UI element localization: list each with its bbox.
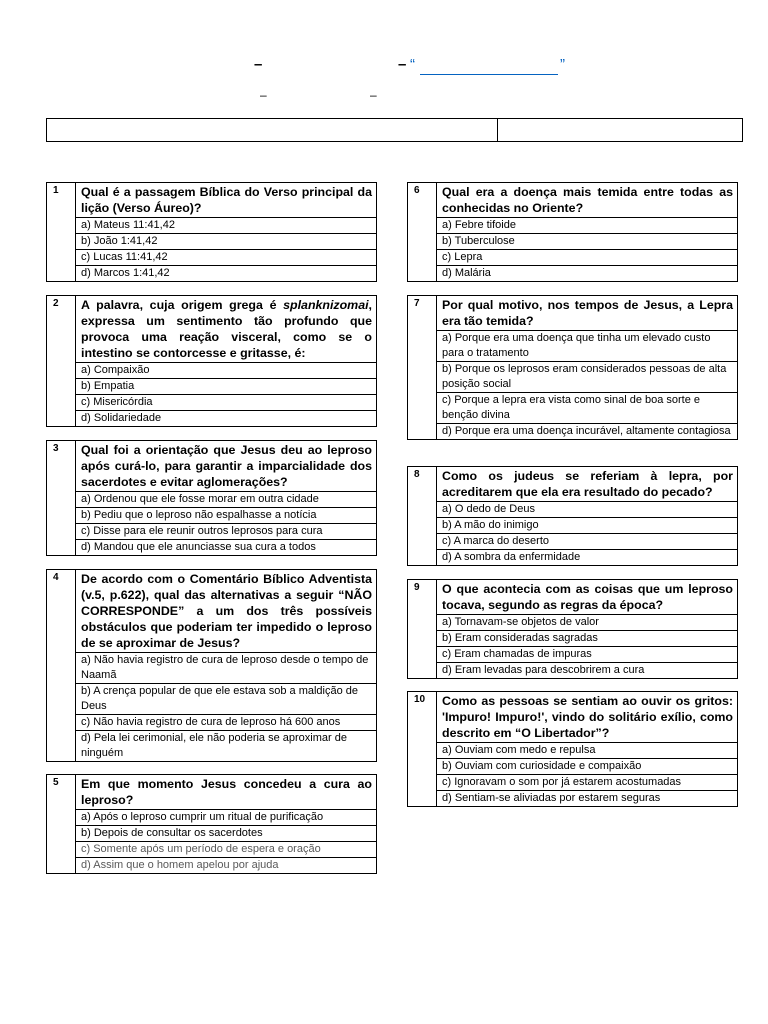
question-block-6 (407, 182, 738, 282)
title-dash: – (254, 56, 263, 73)
option-a[interactable]: a) Ouviam com medo e repulsa (437, 743, 738, 759)
question-block-9 (407, 579, 738, 679)
question-number: 9 (408, 580, 437, 679)
question-text: Em que momento Jesus concedeu a cura ao leproso? (76, 775, 377, 810)
question-number: 7 (408, 296, 437, 440)
option-a[interactable]: a) Mateus 11:41,42 (76, 218, 377, 234)
greek-term: splanknizomai (283, 298, 369, 312)
hyperlink-underline[interactable] (420, 74, 558, 75)
option-a[interactable]: a) Tornavam-se objetos de valor (437, 615, 738, 631)
name-date-box (46, 118, 743, 142)
title-dash: – (398, 56, 407, 73)
question-number: 8 (408, 467, 437, 566)
question-number: 3 (47, 441, 76, 556)
option-c[interactable]: c) Lucas 11:41,42 (76, 250, 377, 266)
option-c[interactable]: c) Ignoravam o som por já estarem acostumadas (437, 775, 738, 791)
question-number: 6 (408, 183, 437, 282)
option-b[interactable]: b) Pediu que o leproso não espalhasse a notícia (76, 508, 377, 524)
open-quote: “ (410, 56, 415, 73)
question-text: De acordo com o Comentário Bíblico Adventista (v.5, p.622), qual das alternativas a seguir “NÃO CORRESPONDE” a um dos três possíveis obstáculos que poderiam ter impedido o leproso de se aproximar de Jesus? (76, 570, 377, 653)
question-block-7 (407, 295, 738, 440)
question-number: 4 (47, 570, 76, 762)
question-text: Qual é a passagem Bíblica do Verso principal da lição (Verso Áureo)? (76, 183, 377, 218)
option-b[interactable]: b) Eram consideradas sagradas (437, 631, 738, 647)
option-c[interactable]: c) Lepra (437, 250, 738, 266)
question-number: 2 (47, 296, 76, 427)
option-c[interactable]: c) A marca do deserto (437, 534, 738, 550)
option-b[interactable]: b) Ouviam com curiosidade e compaixão (437, 759, 738, 775)
option-d[interactable]: d) Porque era uma doença incurável, altamente contagiosa (437, 424, 738, 440)
question-block-3 (46, 440, 377, 556)
question-block-5 (46, 774, 377, 874)
option-d[interactable]: d) Eram levadas para descobrirem a cura (437, 663, 738, 679)
question-text: Qual era a doença mais temida entre todas as conhecidas no Oriente? (437, 183, 738, 218)
question-text: Por qual motivo, nos tempos de Jesus, a Lepra era tão temida? (437, 296, 738, 331)
option-b[interactable]: b) Porque os leprosos eram considerados pessoas de alta posição social (437, 362, 738, 393)
option-d[interactable]: d) Assim que o homem apelou por ajuda (76, 858, 377, 874)
question-number: 5 (47, 775, 76, 874)
option-c[interactable]: c) Disse para ele reunir outros leprosos para cura (76, 524, 377, 540)
option-b[interactable]: b) Depois de consultar os sacerdotes (76, 826, 377, 842)
question-text: Como as pessoas se sentiam ao ouvir os gritos: 'Impuro! Impuro!', vindo do solitário exílio, como descrito em “O Libertador”? (437, 692, 738, 743)
question-text-post: , expressa um sentimento tão profundo que provoca uma reação visceral, como se o intestino se contorcesse e gritasse, é: (81, 298, 372, 360)
option-b[interactable]: b) João 1:41,42 (76, 234, 377, 250)
option-b[interactable]: b) A crença popular de que ele estava sob a maldição de Deus (76, 684, 377, 715)
option-a[interactable]: a) Compaixão (76, 363, 377, 379)
option-c[interactable]: c) Não havia registro de cura de leproso há 600 anos (76, 715, 377, 731)
question-text: Qual foi a orientação que Jesus deu ao leproso após curá-lo, para garantir a imparcialidade dos sacerdotes e evitar aglomerações? (76, 441, 377, 492)
option-a[interactable]: a) Ordenou que ele fosse morar em outra cidade (76, 492, 377, 508)
subtitle-dash: – (370, 88, 377, 102)
question-text: Como os judeus se referiam à lepra, por acreditarem que ela era resultado do pecado? (437, 467, 738, 502)
option-d[interactable]: d) Marcos 1:41,42 (76, 266, 377, 282)
option-d[interactable]: d) Sentiam-se aliviadas por estarem seguras (437, 791, 738, 807)
option-d[interactable]: d) Solidariedade (76, 411, 377, 427)
option-b[interactable]: b) Tuberculose (437, 234, 738, 250)
subtitle-dash: – (260, 88, 267, 102)
option-c[interactable]: c) Somente após um período de espera e oração (76, 842, 377, 858)
option-a[interactable]: a) O dedo de Deus (437, 502, 738, 518)
box-divider (497, 119, 498, 141)
option-c[interactable]: c) Porque a lepra era vista como sinal de boa sorte e benção divina (437, 393, 738, 424)
option-b[interactable]: b) A mão do inimigo (437, 518, 738, 534)
question-block-2 (46, 295, 377, 427)
option-d[interactable]: d) Pela lei cerimonial, ele não poderia se aproximar de ninguém (76, 731, 377, 762)
close-quote: ” (560, 56, 565, 73)
option-c[interactable]: c) Eram chamadas de impuras (437, 647, 738, 663)
option-a[interactable]: a) Porque era uma doença que tinha um elevado custo para o tratamento (437, 331, 738, 362)
question-block-1 (46, 182, 377, 282)
question-number: 10 (408, 692, 437, 807)
question-text (76, 296, 377, 363)
option-a[interactable]: a) Febre tifoide (437, 218, 738, 234)
question-text: O que acontecia com as coisas que um leproso tocava, segundo as regras da época? (437, 580, 738, 615)
question-text-pre: A palavra, cuja origem grega é (81, 298, 284, 312)
option-b[interactable]: b) Empatia (76, 379, 377, 395)
question-block-8 (407, 466, 738, 566)
option-a[interactable]: a) Após o leproso cumprir um ritual de purificação (76, 810, 377, 826)
option-a[interactable]: a) Não havia registro de cura de leproso desde o tempo de Naamã (76, 653, 377, 684)
option-c[interactable]: c) Misericórdia (76, 395, 377, 411)
option-d[interactable]: d) A sombra da enfermidade (437, 550, 738, 566)
question-block-10 (407, 691, 738, 807)
title-line (0, 56, 768, 78)
option-d[interactable]: d) Mandou que ele anunciasse sua cura a todos (76, 540, 377, 556)
question-number: 1 (47, 183, 76, 282)
option-d[interactable]: d) Malária (437, 266, 738, 282)
question-block-4 (46, 569, 377, 762)
